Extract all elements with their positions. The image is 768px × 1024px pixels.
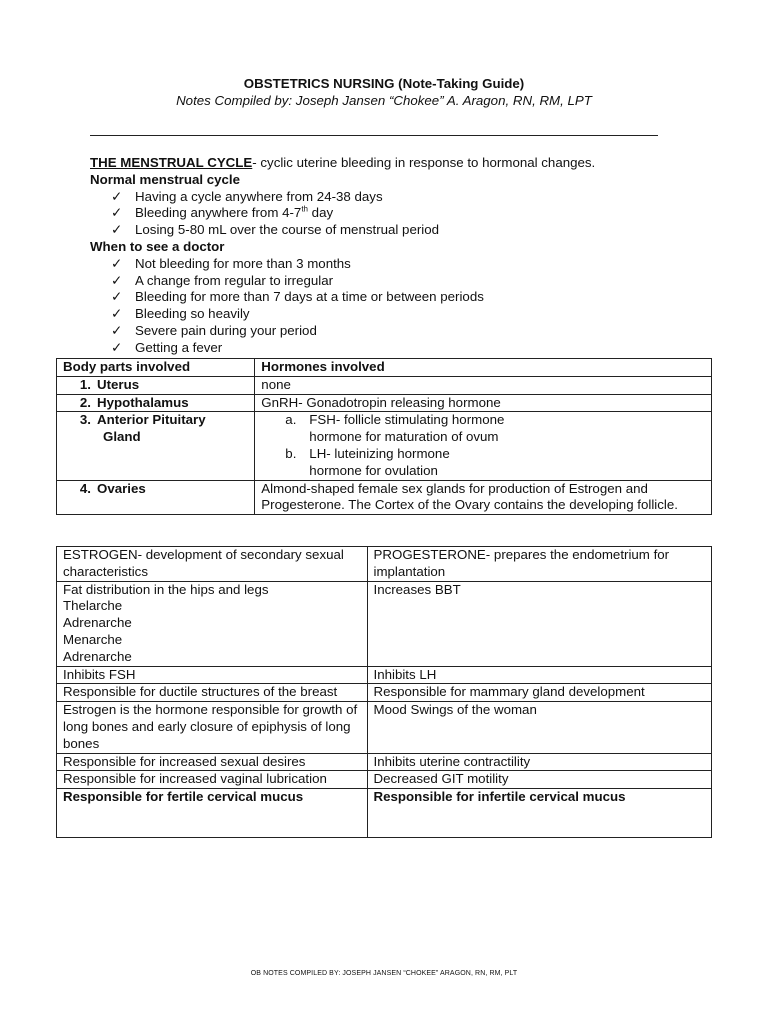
table-cell: 2. Hypothalamus <box>57 394 255 412</box>
table-row <box>57 581 712 666</box>
list-item: ✓ Losing 5-80 mL over the course of menstrual period <box>111 222 440 238</box>
table-header-row <box>57 359 712 377</box>
checkmark-icon: ✓ <box>111 339 123 355</box>
table-cell: Inhibits LH <box>367 666 712 684</box>
checkmark-icon: ✓ <box>111 188 123 204</box>
checkmark-icon: ✓ <box>111 222 123 238</box>
table-cell: none <box>255 376 712 394</box>
body-parts-hormones-table <box>56 358 712 515</box>
table-cell: PROGESTERONE- prepares the endometrium for implantation <box>367 547 712 582</box>
menstrual-cycle-section <box>90 155 730 357</box>
page-footer: OB NOTES COMPILED BY: JOSEPH JANSEN “CHOKEE” ARAGON, RN, RM, PLT <box>250 970 518 977</box>
checkmark-icon: ✓ <box>111 289 123 305</box>
list-item: ✓ Bleeding anywhere from 4-7th day <box>111 204 334 221</box>
table-row <box>57 789 712 838</box>
estrogen-progesterone-table <box>56 546 712 838</box>
divider-line <box>90 135 658 136</box>
checkmark-icon: ✓ <box>111 322 123 338</box>
normal-cycle-list <box>90 189 730 239</box>
table-cell: GnRH- Gonadotropin releasing hormone <box>255 394 712 412</box>
checkmark-icon: ✓ <box>111 205 123 221</box>
table-cell: Inhibits uterine contractility <box>367 753 712 771</box>
section-heading-line <box>90 155 730 172</box>
table-header-cell: Body parts involved <box>57 359 255 377</box>
table-row <box>57 666 712 684</box>
table-row <box>57 394 712 412</box>
table-cell: Fat distribution in the hips and legs Thelarche Adrenarche Menarche Adrenarche <box>57 581 368 666</box>
table-row <box>57 771 712 789</box>
checkmark-icon: ✓ <box>111 255 123 271</box>
table-cell: Responsible for increased vaginal lubrication <box>57 771 368 789</box>
list-item: ✓ Bleeding for more than 7 days at a time or between periods <box>111 289 484 305</box>
section-heading: THE MENSTRUAL CYCLE <box>90 155 253 170</box>
table-cell: Almond-shaped female sex glands for production of Estrogen and Progesterone. The Cortex of the Ovary contains the developing follicle. <box>255 480 712 515</box>
table-cell: Responsible for fertile cervical mucus <box>57 789 368 838</box>
table-cell: Decreased GIT motility <box>367 771 712 789</box>
checkmark-icon: ✓ <box>111 306 123 322</box>
table-row <box>57 684 712 702</box>
see-doctor-heading: When to see a doctor <box>90 238 225 254</box>
table-row <box>57 412 712 480</box>
table-header-cell: Hormones involved <box>255 359 712 377</box>
table-row <box>57 376 712 394</box>
section-heading-description: - cyclic uterine bleeding in response to hormonal changes. <box>252 155 596 170</box>
table-cell: Responsible for increased sexual desires <box>57 753 368 771</box>
table-cell: Responsible for infertile cervical mucus <box>367 789 712 838</box>
list-item: ✓ Severe pain during your period <box>111 322 317 338</box>
document-subtitle: Notes Compiled by: Joseph Jansen “Chokee” A. Aragon, RN, RM, LPT <box>176 93 592 108</box>
list-item: ✓ A change from regular to irregular <box>111 272 334 288</box>
table-cell: ESTROGEN- development of secondary sexual characteristics <box>57 547 368 582</box>
table-row <box>57 480 712 515</box>
table-cell: 1. Uterus <box>57 376 255 394</box>
list-item: ✓ Having a cycle anywhere from 24-38 days <box>111 188 383 204</box>
list-item: ✓ Getting a fever <box>111 339 223 355</box>
table-row <box>57 753 712 771</box>
table-row <box>57 547 712 582</box>
table-cell: a. FSH- follicle stimulating hormone hormone for maturation of ovum b. LH- luteinizing hormone hormone for ovulation <box>255 412 712 480</box>
table-row <box>57 702 712 753</box>
table-cell: Inhibits FSH <box>57 666 368 684</box>
table-cell: 3. Anterior Pituitary Gland <box>57 412 255 480</box>
table-cell: Responsible for mammary gland development <box>367 684 712 702</box>
table-cell: Increases BBT <box>367 581 712 666</box>
document-title: OBSTETRICS NURSING (Note-Taking Guide) <box>243 76 525 91</box>
checkmark-icon: ✓ <box>111 272 123 288</box>
see-doctor-list <box>90 256 730 357</box>
table-cell: Mood Swings of the woman <box>367 702 712 753</box>
table-cell: Estrogen is the hormone responsible for growth of long bones and early closure of epiphysis of long bones <box>57 702 368 753</box>
table-cell: Responsible for ductile structures of the breast <box>57 684 368 702</box>
list-item: ✓ Bleeding so heavily <box>111 306 250 322</box>
table-cell: 4. Ovaries <box>57 480 255 515</box>
normal-cycle-heading: Normal menstrual cycle <box>90 171 241 187</box>
list-item: ✓ Not bleeding for more than 3 months <box>111 255 351 271</box>
